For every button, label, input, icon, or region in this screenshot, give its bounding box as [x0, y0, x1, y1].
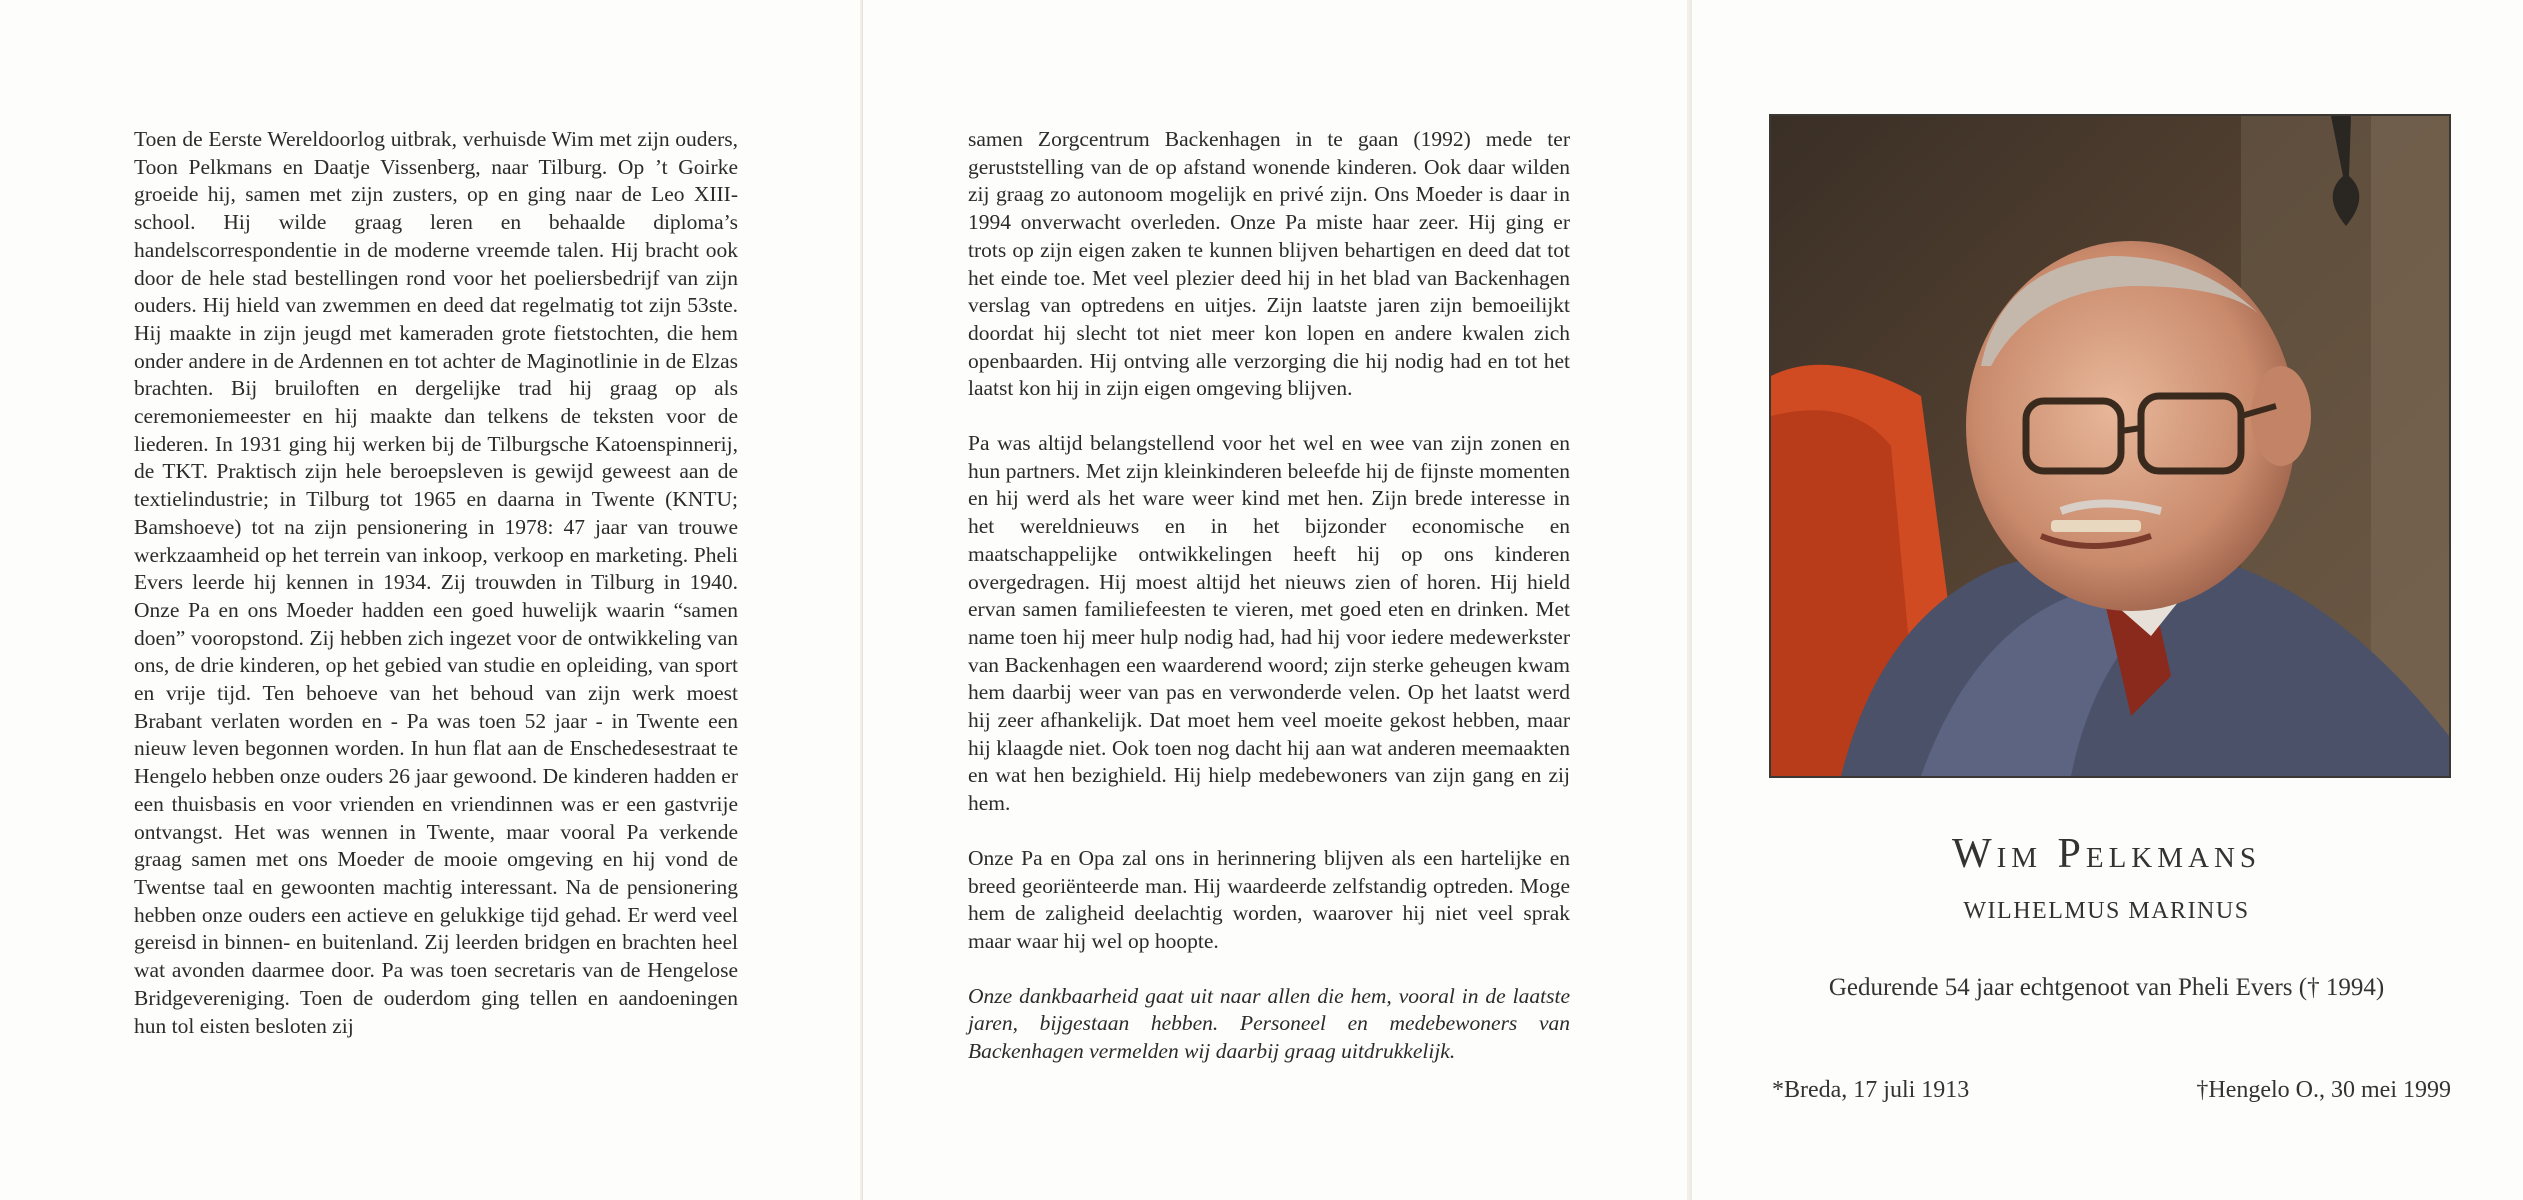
biography-paragraph: samen Zorgcentrum Backenhagen in te gaan (1992) mede ter geruststelling van de op afstand wonende kinderen. Ook daar wilden zij graag zo autonoom mogelijk en privé zijn. Ons Moeder is daar in 1994 onverwacht overleden. Onze Pa miste haar zeer. Hij ging er trots op zijn eigen zaken te kunnen blijven behartigen en deed dat tot het einde toe. Met veel plezier deed hij in het blad van Backenhagen verslag van optredens en uitjes. Zijn laatste jaren zijn bemoeilijkt doordat hij slecht tot niet meer kon lopen en andere kwalen zich openbaarden. Hij ontving alle verzorging die hij nodig had en tot het laatst kon hij in zijn eigen omgeving blijven. [968, 127, 1570, 401]
gratitude-paragraph: Onze dankbaarheid gaat uit naar allen die hem, vooral in de laatste jaren, bijgestaan hebben. Personeel en medebewoners van Backenhagen vermelden wij daarbij graag uitdrukkelijk. [968, 983, 1570, 1064]
death-date: †Hengelo O., 30 mei 1999 [2196, 1077, 2451, 1103]
portrait-photo [1769, 114, 2451, 778]
birth-date: *Breda, 17 juli 1913 [1772, 1077, 1970, 1103]
biography-column-middle [968, 126, 1570, 1093]
deceased-name: Wim Pelkmans [1951, 831, 2262, 877]
biography-paragraph: Onze Pa en Opa zal ons in herinnering blijven als een hartelijke en breed georiënteerde man. Hij waardeerde zelfstandig optreden. Moge hem de zaligheid deelachtig worden, waarover hij niet veel sprak maar waar hij wel op hoopte. [968, 845, 1570, 953]
biography-paragraph: Pa was altijd belangstellend voor het wel en wee van zijn zonen en hun partners. Met zijn kleinkinderen beleefde hij de fijnste momenten en hij werd als het ware weer kind met hen. Zijn brede interesse in het wereldnieuws en in het bijzonder economische en maatschappelijke ontwikkelingen heeft hij op ons kinderen overgedragen. Hij moest altijd het nieuws zien of horen. Hij hield ervan samen familiefeesten te vieren, met goed eten en drinken. Met name toen hij meer hulp nodig had, had hij voor iedere medewerkster van Backenhagen een waarderend woord; zijn sterke geheugen kwam hem daarbij weer van pas en verwonderde velen. Op het laatst werd hij zeer afhankelijk. Dat moet hem veel moeite gekost hebben, maar hij klaagde niet. Ook toen nog dacht hij aan wat anderen meemaakten en wat hen bezighield. Hij hielp medebewoners van zijn gang en zij hem. [968, 431, 1570, 816]
biography-column-left [134, 126, 738, 1067]
full-given-names: WILHELMUS MARINUS [1963, 898, 2250, 924]
biography-paragraph: Toen de Eerste Wereldoorlog uitbrak, verhuisde Wim met zijn ouders, Toon Pelkmans en Daatje Vissenberg, naar Tilburg. Op ’t Goirke groeide hij, samen met zijn zusters, op en ging naar de Leo XIII-school. Hij wilde graag leren en behaalde diploma’s handelscorrespondentie in de moderne vreemde talen. Hij bracht ook door de hele stad bestellingen rond voor het poeliersbedrijf van zijn ouders. Hij hield van zwemmen en deed dat regelmatig tot zijn 53ste. Hij maakte in zijn jeugd met kameraden grote fietstochten, die hem onder andere in de Ardennen en tot achter de Maginotlinie in de Elzas brachten. Bij bruiloften en dergelijke trad hij graag op als ceremoniemeester en hij maakte dan telkens de teksten voor de liederen. In 1931 ging hij werken bij de Tilburgsche Katoenspinnerij, de TKT. Praktisch zijn hele beroepsleven is gewijd geweest aan de textielindustrie; in Tilburg tot 1965 en daarna in Twente (KNTU; Bamshoeve) tot na zijn pensionering in 1978: 47 jaar van trouwe werkzaamheid op het terrein van inkoop, verkoop en marketing. Pheli Evers leerde hij kennen in 1934. Zij trouwden in Tilburg in 1940. Onze Pa en ons Moeder hadden een goed huwelijk waarin “samen doen” vooropstond. Zij hebben zich ingezet voor de ontwikkeling van ons, de drie kinderen, op het gebied van studie en opleiding, van sport en vrije tijd. Ten behoeve van het behoud van zijn werk moest Brabant verlaten worden en - Pa was toen 52 jaar - in Twente een nieuw leven begonnen worden. In hun flat aan de Enschedesestraat te Hengelo hebben onze ouders 26 jaar gewoond. De kinderen hadden er een thuisbasis en voor vrienden en vriendinnen was er een gastvrije ontvangst. Het was wennen in Twente, maar vooral Pa verkende graag samen met ons Moeder de mooie omgeving en hij vond de Twentse taal en gewoonten machtig interessant. Na de pensionering hebben onze ouders een actieve en gelukkige tijd gehad. Er werd veel gereisd in binnen- en buitenland. Zij leerden bridgen en brachten heel wat avonden daarmee door. Pa was toen secretaris van de Hengelose Bridgevereniging. Toen de ouderdom ging tellen en aandoeningen hun tol eisten besloten zij [134, 127, 738, 1038]
spouse-line: Gedurende 54 jaar echtgenoot van Pheli Evers († 1994) [1828, 974, 2385, 1001]
